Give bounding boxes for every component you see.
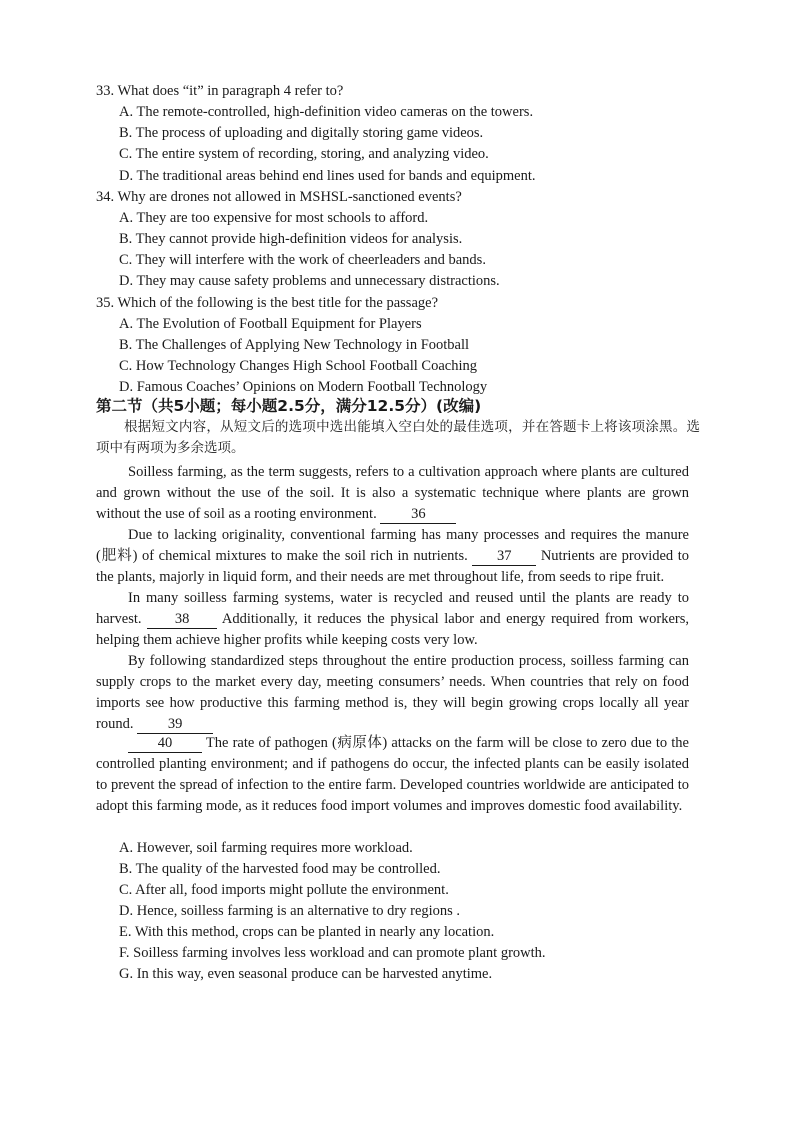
blank-38: 38: [147, 611, 217, 629]
passage-paragraph-3: [96, 588, 689, 651]
question-35-stem: 35. Which of the following is the best title for the passage?: [96, 295, 439, 311]
section-2-heading: 第二节（共5小题；每小题2.5分，满分12.5分）(改编): [96, 397, 482, 415]
question-34-option-a: A. They are too expensive for most schools to afford.: [119, 210, 429, 226]
paragraph-1-text: Soilless farming, as the term suggests, refers to a cultivation approach where plants are cultured and grown without the use of the soil. It is also a systematic technique where plants are grown without the use of soil as a rooting environment.: [96, 464, 689, 522]
section-2-instructions: 根据短文内容，从短文后的选项中选出能填入空白处的最佳选项，并在答题卡上将该项涂黑。选项中有两项为多余选项。: [96, 419, 700, 456]
question-34-option-b: B. They cannot provide high-definition videos for analysis.: [119, 231, 463, 247]
question-34-option-c: C. They will interfere with the work of cheerleaders and bands.: [119, 252, 486, 268]
passage-paragraph-5: [96, 733, 689, 817]
choice-g: G. In this way, even seasonal produce can be harvested anytime.: [119, 966, 493, 982]
question-35-option-b: B. The Challenges of Applying New Technology in Football: [119, 337, 470, 353]
choice-e: E. With this method, crops can be planted in nearly any location.: [119, 924, 495, 940]
question-35-option-d: D. Famous Coaches’ Opinions on Modern Football Technology: [119, 379, 488, 395]
blank-36: 36: [380, 506, 456, 524]
choice-b: B. The quality of the harvested food may be controlled.: [119, 861, 441, 877]
question-34-stem: 34. Why are drones not allowed in MSHSL-sanctioned events?: [96, 189, 462, 205]
blank-39: 39: [137, 716, 213, 734]
paragraph-2-text-b: Nutrients are provided to the plants, majorly in liquid form, and their needs are met throughout life, from seeds to ripe fruit.: [96, 548, 689, 585]
choice-a: A. However, soil farming requires more workload.: [119, 840, 413, 856]
question-33-option-b: B. The process of uploading and digitally storing game videos.: [119, 125, 484, 141]
answer-choices: [119, 838, 546, 985]
question-33-stem: 33. What does “it” in paragraph 4 refer to?: [96, 83, 344, 99]
choice-c: C. After all, food imports might pollute the environment.: [119, 882, 449, 898]
question-34-option-d: D. They may cause safety problems and unnecessary distractions.: [119, 273, 500, 289]
question-33-option-d: D. The traditional areas behind end lines used for bands and equipment.: [119, 168, 536, 184]
paragraph-4-text: By following standardized steps throughout the entire production process, soilless farming can supply crops to the market every day, meeting consumers’ needs. When countries that rely on food imports see how productive this farming method is, they will begin growing crops locally all year round.: [96, 653, 689, 732]
question-35-option-c: C. How Technology Changes High School Football Coaching: [119, 358, 477, 374]
passage-paragraph-4: [96, 651, 689, 735]
paragraph-5-text: The rate of pathogen (病原体) attacks on the farm will be close to zero due to the controlled planting environment; and if pathogens do occur, the infected plants can be easily isolated to prevent the spread of infection to the entire farm. Developed countries worldwide are anticipated to adopt this farming mode, as it reduces food import volumes and improves domestic food availability.: [96, 735, 689, 814]
passage-paragraph-1: [96, 462, 689, 525]
passage-paragraph-2: [96, 525, 689, 588]
blank-40: 40: [128, 735, 202, 753]
paragraph-3-text-b: Additionally, it reduces the physical labor and energy required from workers, helping them achieve higher profits while keeping costs very low.: [96, 611, 689, 648]
paragraph-2-text-a: Due to lacking originality, conventional farming has many processes and requires the manure (肥料) of chemical mixtures to make the soil rich in nutrients.: [96, 527, 689, 564]
choice-f: F. Soilless farming involves less workload and can promote plant growth.: [119, 945, 546, 961]
blank-37: 37: [472, 548, 536, 566]
question-33-option-c: C. The entire system of recording, storing, and analyzing video.: [119, 146, 489, 162]
question-33-option-a: A. The remote-controlled, high-definition video cameras on the towers.: [119, 104, 534, 120]
choice-d: D. Hence, soilless farming is an alternative to dry regions .: [119, 903, 461, 919]
question-35-option-a: A. The Evolution of Football Equipment for Players: [119, 316, 422, 332]
paragraph-3-text-a: In many soilless farming systems, water is recycled and reused until the plants are ready to harvest.: [96, 590, 689, 627]
